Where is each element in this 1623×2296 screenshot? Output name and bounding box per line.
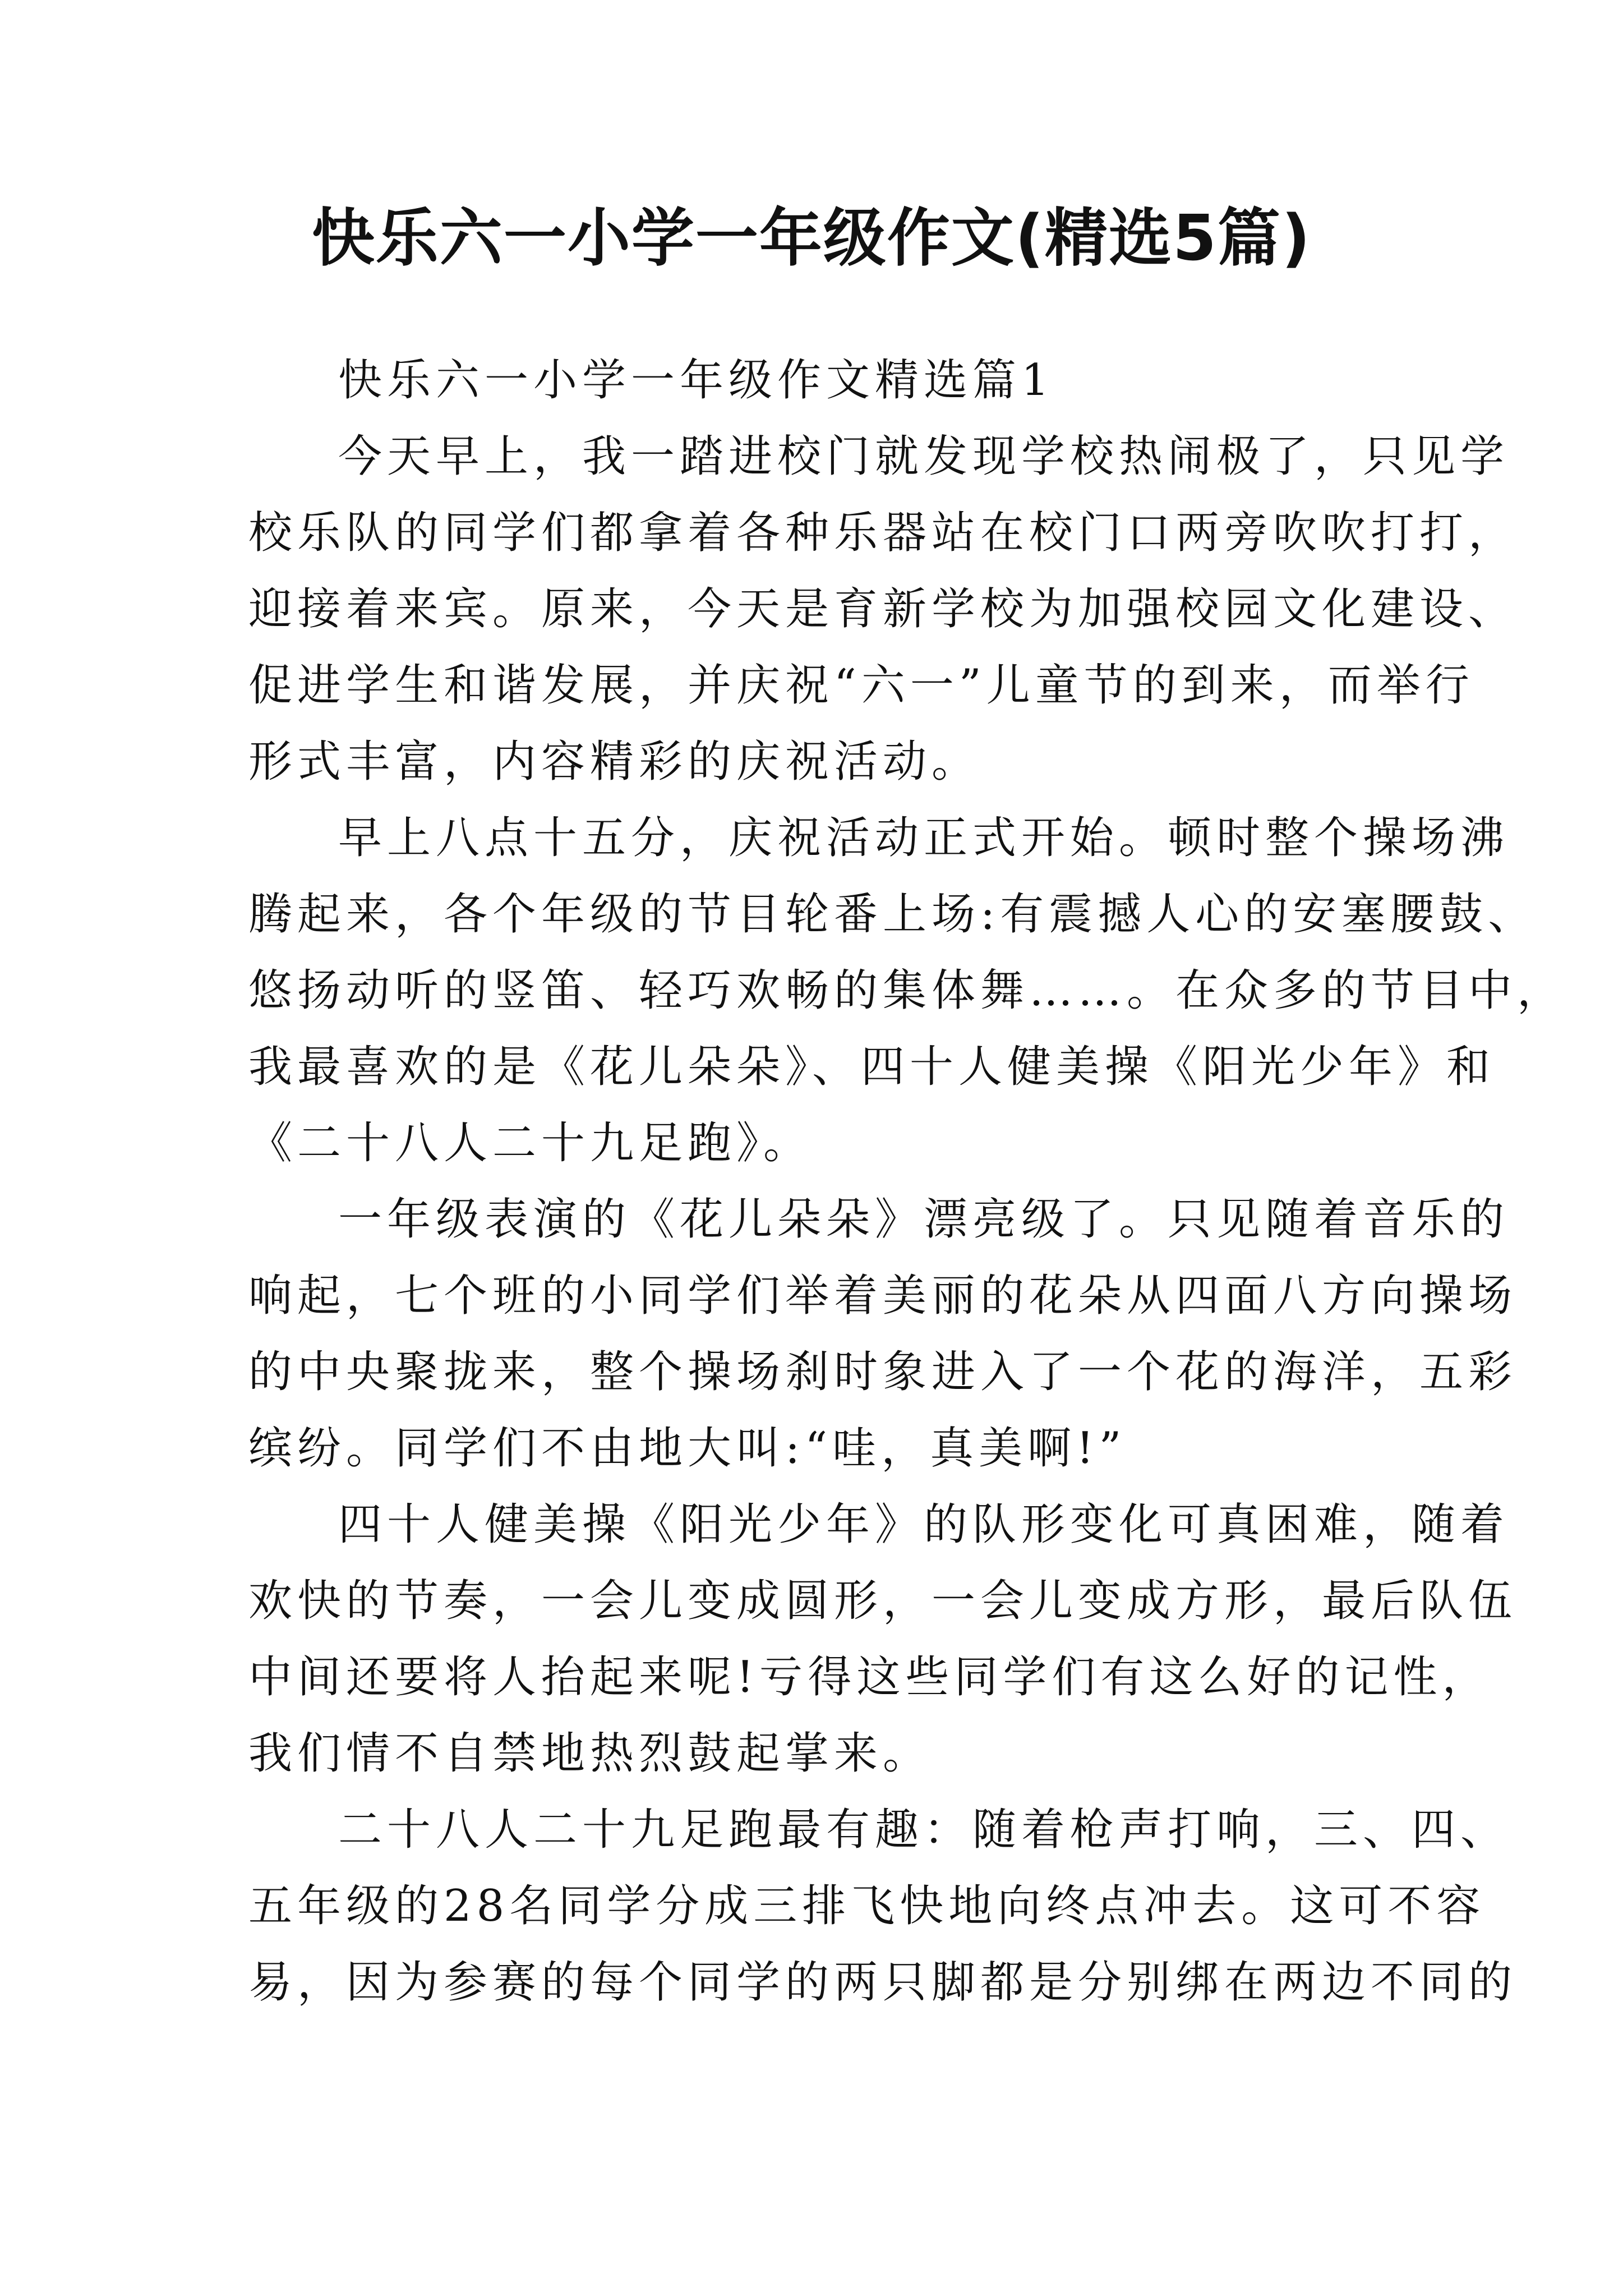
text-line: 迎接着来宾。原来，今天是育新学校为加强校园文化建设、 — [248, 584, 1518, 634]
text-line: 我们情不自禁地热烈鼓起掌来。 — [248, 1728, 932, 1779]
text-line: 我最喜欢的是《花儿朵朵》、四十人健美操《阳光少年》和 — [248, 1042, 1496, 1092]
section-heading: 快乐六一小学一年级作文精选篇1 — [338, 355, 1054, 406]
text-line: 缤纷。同学们不由地大叫:“哇，真美啊!” — [248, 1423, 1127, 1474]
text-line: 中间还要将人抬起来呢!亏得这些同学们有这么好的记性， — [248, 1652, 1491, 1703]
paragraph-lines — [248, 418, 1566, 2021]
text-line: 二十八人二十九足跑最有趣：随着枪声打响，三、四、 — [338, 1805, 1510, 1855]
text-line: 五年级的28名同学分成三排飞快地向终点冲去。这可不容 — [248, 1881, 1486, 1931]
text-line: 易，因为参赛的每个同学的两只脚都是分别绑在两边不同的 — [248, 1957, 1518, 2008]
text-line: 促进学生和谐发展，并庆祝“六一”儿童节的到来，而举行 — [248, 660, 1474, 711]
text-line: 响起，七个班的小同学们举着美丽的花朵从四面八方向操场 — [248, 1271, 1518, 1321]
text-line: 一年级表演的《花儿朵朵》漂亮级了。只见随着音乐的 — [338, 1194, 1510, 1245]
text-line: 欢快的节奏，一会儿变成圆形，一会儿变成方形，最后队伍 — [248, 1576, 1518, 1626]
text-line: 今天早上，我一踏进校门就发现学校热闹极了，只见学 — [338, 431, 1510, 482]
text-line: 悠扬动听的竖笛、轻巧欢畅的集体舞……。在众多的节目中， — [248, 965, 1566, 1016]
text-line: 校乐队的同学们都拿着各种乐器站在校门口两旁吹吹打打， — [248, 508, 1518, 558]
text-line: 形式丰富，内容精彩的庆祝活动。 — [248, 737, 981, 787]
document-body — [248, 342, 1566, 2021]
text-line: 的中央聚拢来，整个操场刹时象进入了一个花的海洋，五彩 — [248, 1347, 1518, 1397]
text-line: 腾起来，各个年级的节目轮番上场:有震撼人心的安塞腰鼓、 — [248, 889, 1537, 940]
text-line: 《二十八人二十九足跑》。 — [248, 1118, 813, 1168]
text-line: 早上八点十五分，庆祝活动正式开始。顿时整个操场沸 — [338, 813, 1510, 863]
text-line: 四十人健美操《阳光少年》的队形变化可真困难，随着 — [338, 1499, 1510, 1550]
document-title: 快乐六一小学一年级作文(精选5篇) — [311, 202, 1312, 275]
